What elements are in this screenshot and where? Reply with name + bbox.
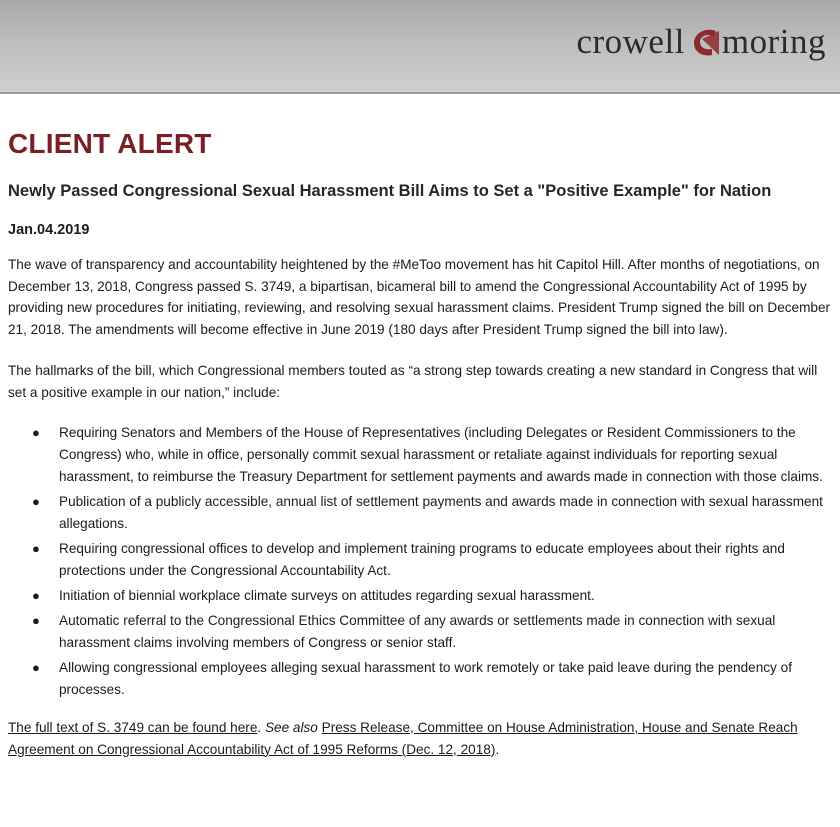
see-also-label: See also bbox=[264, 719, 318, 735]
bullet-icon: ● bbox=[32, 424, 40, 440]
references-paragraph bbox=[8, 717, 834, 761]
hallmarks-intro-paragraph: The hallmarks of the bill, which Congressional members touted as “a strong step towards creating a new standard in Congress that will set a positive example in our nation,” include: bbox=[8, 363, 818, 400]
logo-text-right: moring bbox=[721, 22, 826, 61]
list-item bbox=[8, 422, 834, 488]
article-headline: Newly Passed Congressional Sexual Harassment Bill Aims to Set a "Positive Example" for Nation bbox=[8, 182, 772, 200]
list-item-text: Automatic referral to the Congressional Ethics Committee of any awards or settlements made in connection with sexual harassment claims involving members of Congress or senior staff. bbox=[59, 612, 776, 650]
list-item-text: Allowing congressional employees alleging sexual harassment to work remotely or take paid leave during the pendency of processes. bbox=[59, 659, 792, 697]
press-release-link[interactable]: Press Release, Committee on House Administration, House and Senate Reach Agreement on Congressional Accountability Act of 1995 Reforms (Dec. 12, 2018) bbox=[8, 719, 798, 757]
logo-text-left: crowell bbox=[576, 22, 685, 61]
bullet-icon: ● bbox=[32, 493, 40, 509]
period: . bbox=[257, 719, 262, 735]
list-item bbox=[8, 491, 834, 535]
bullet-icon: ● bbox=[32, 612, 40, 628]
logo-mark-icon bbox=[688, 25, 720, 59]
bullet-icon: ● bbox=[32, 587, 40, 603]
intro-paragraph: The wave of transparency and accountability heightened by the #MeToo movement has hit Capitol Hill. After months of negotiations, on December 13, 2018, Congress passed S. 3749, a bipartisan, bicameral bill to amend the Congressional Accountability Act of 1995 by providing new procedures for initiating, reviewing, and resolving sexual harassment claims. President Trump signed the bill on December 21, 2018. The amendments will become effective in June 2019 (180 days after President Trump signed the bill into law). bbox=[8, 257, 831, 337]
list-item-text: Publication of a publicly accessible, annual list of settlement payments and awards made in connection with sexual harassment allegations. bbox=[59, 493, 823, 531]
header-band bbox=[0, 0, 840, 94]
client-alert-title: CLIENT ALERT bbox=[8, 128, 212, 159]
list-item-text: Requiring Senators and Members of the House of Representatives (including Delegates or Resident Commissioners to the Congress) who, while in office, personally commit sexual harassment or retaliate against individuals for reporting sexual harassment, to reimburse the Treasury Department for settlement payments and awards made in connection with those claims. bbox=[59, 424, 823, 484]
bullet-icon: ● bbox=[32, 540, 40, 556]
publication-date: Jan.04.2019 bbox=[8, 222, 90, 238]
list-item-text: Requiring congressional offices to develop and implement training programs to educate employees about their rights and protections under the Congressional Accountability Act. bbox=[59, 540, 785, 578]
crowell-moring-logo bbox=[576, 20, 826, 64]
list-item bbox=[8, 585, 834, 607]
alert-content bbox=[8, 126, 834, 761]
list-item-text: Initiation of biennial workplace climate surveys on attitudes regarding sexual harassment. bbox=[59, 587, 595, 603]
bullet-icon: ● bbox=[32, 659, 40, 675]
list-item bbox=[8, 538, 834, 582]
list-item bbox=[8, 610, 834, 654]
hallmarks-list bbox=[8, 422, 834, 701]
full-text-link[interactable]: The full text of S. 3749 can be found here bbox=[8, 719, 258, 735]
period: . bbox=[495, 741, 500, 757]
list-item bbox=[8, 657, 834, 701]
